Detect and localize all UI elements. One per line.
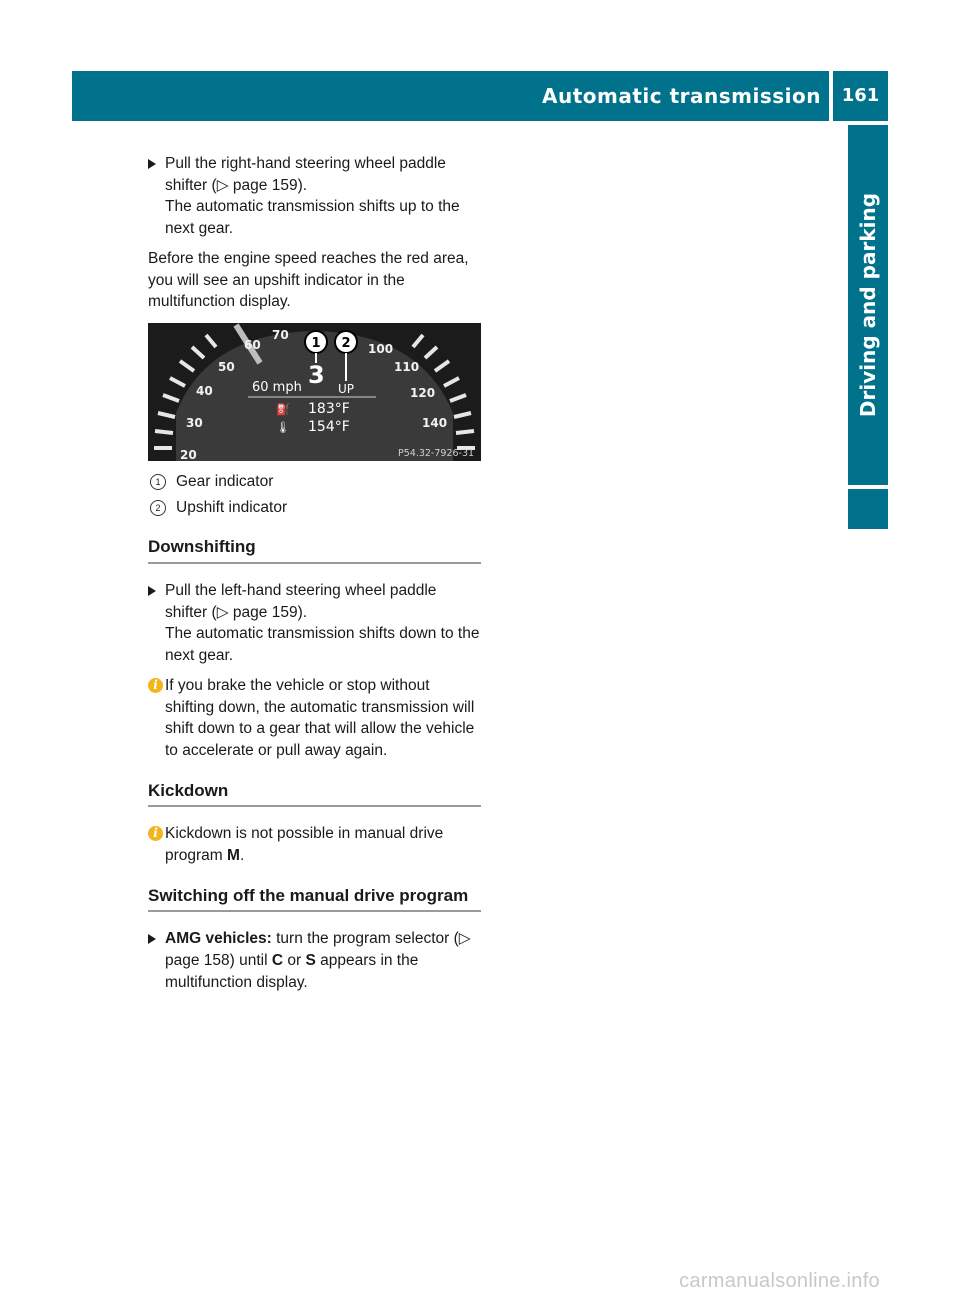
gauge-label: 70 [272, 327, 289, 342]
page-title: Automatic transmission [542, 84, 821, 108]
program-letter: C [271, 952, 284, 970]
step-arrow-icon [148, 159, 156, 169]
legend-item [148, 497, 481, 519]
gear-readout: 3 [308, 360, 325, 389]
info-text: Kickdown is not possible in manual drive program [165, 825, 444, 865]
step-text: shifter ( [165, 603, 217, 621]
gauge-label: 120 [410, 385, 436, 400]
info-text: . [239, 847, 245, 865]
step-text: page 158) until [165, 952, 272, 970]
upshift-step [148, 153, 481, 240]
step-text: Pull the left-hand steering wheel paddle [165, 582, 437, 600]
coolant-temp-icon: 🌡 [276, 420, 290, 434]
program-letter: S [305, 952, 316, 970]
info-icon: i [148, 826, 163, 841]
page-ref-icon: ▷ [458, 930, 471, 948]
figure-code: P54.32-7926-31 [398, 447, 475, 459]
cluster-illustration [148, 323, 481, 461]
legend-item [148, 471, 481, 493]
switch-off-step [148, 928, 481, 993]
step-bold: AMG vehicles: [165, 930, 272, 948]
page-number-box [833, 71, 888, 121]
step-result: The automatic transmission shifts up to the next gear. [165, 198, 460, 238]
heading-downshifting: Downshifting [148, 536, 481, 564]
step-text: or [283, 952, 306, 970]
upshift-note: Before the engine speed reaches the red area, you will see an upshift indicator in the multifunction display. [148, 249, 469, 311]
heading-kickdown: Kickdown [148, 780, 481, 808]
gauge-label: 40 [196, 383, 213, 398]
section-tab [848, 125, 888, 485]
legend-label: Gear indicator [176, 472, 274, 490]
page-ref-icon: ▷ [216, 603, 229, 621]
gauge-label: 30 [186, 415, 203, 430]
gauge-label: 20 [180, 447, 197, 461]
gauge-label: 50 [218, 359, 235, 374]
speed-readout: 60 mph [252, 379, 302, 395]
step-text: turn the program selector ( [271, 930, 459, 948]
step-text: shifter ( [165, 176, 217, 194]
upshift-readout: UP [338, 381, 355, 396]
step-arrow-icon [148, 586, 156, 596]
svg-text:2: 2 [341, 335, 351, 351]
content-column [148, 153, 481, 1002]
info-text: If you brake the vehicle or stop without shifting down, the automatic transmission will shift down to a gear that will allow the vehicle to accelerate or pull away again. [165, 676, 475, 759]
step-result: The automatic transmission shifts down to the next gear. [165, 625, 480, 665]
page-ref: page 159). [228, 176, 308, 194]
info-note [148, 823, 481, 866]
gauge-label: 60 [244, 337, 261, 352]
gauge-label: 100 [368, 341, 394, 356]
section-tab-label: Driving and parking [856, 192, 880, 418]
oil-temp-readout: 183°F [308, 400, 350, 417]
info-note [148, 675, 481, 762]
header-bar [72, 71, 829, 121]
downshift-step [148, 580, 481, 667]
watermark: carmanualsonline.info [679, 1270, 880, 1292]
step-text: Pull the right-hand steering wheel paddle [165, 155, 446, 172]
info-icon: i [148, 678, 163, 693]
cluster-figure [148, 323, 481, 461]
legend-label: Upshift indicator [176, 498, 288, 516]
step-text: appears in the multifunction display. [165, 952, 419, 991]
section-tab-marker [848, 489, 888, 529]
page-ref-icon: ▷ [216, 176, 229, 194]
legend-number: 1 [150, 474, 166, 490]
page-ref: page 159). [228, 603, 308, 621]
legend-number: 2 [150, 500, 166, 516]
gauge-label: 140 [422, 415, 448, 430]
program-letter: M [227, 847, 240, 865]
gauge-label: 110 [394, 359, 420, 374]
coolant-temp-readout: 154°F [308, 418, 350, 435]
heading-switch-off: Switching off the manual drive program [148, 885, 481, 913]
step-arrow-icon [148, 934, 156, 944]
page-number: 161 [841, 85, 880, 106]
svg-text:1: 1 [311, 335, 321, 351]
oil-temp-icon: ⛽ [276, 402, 290, 416]
